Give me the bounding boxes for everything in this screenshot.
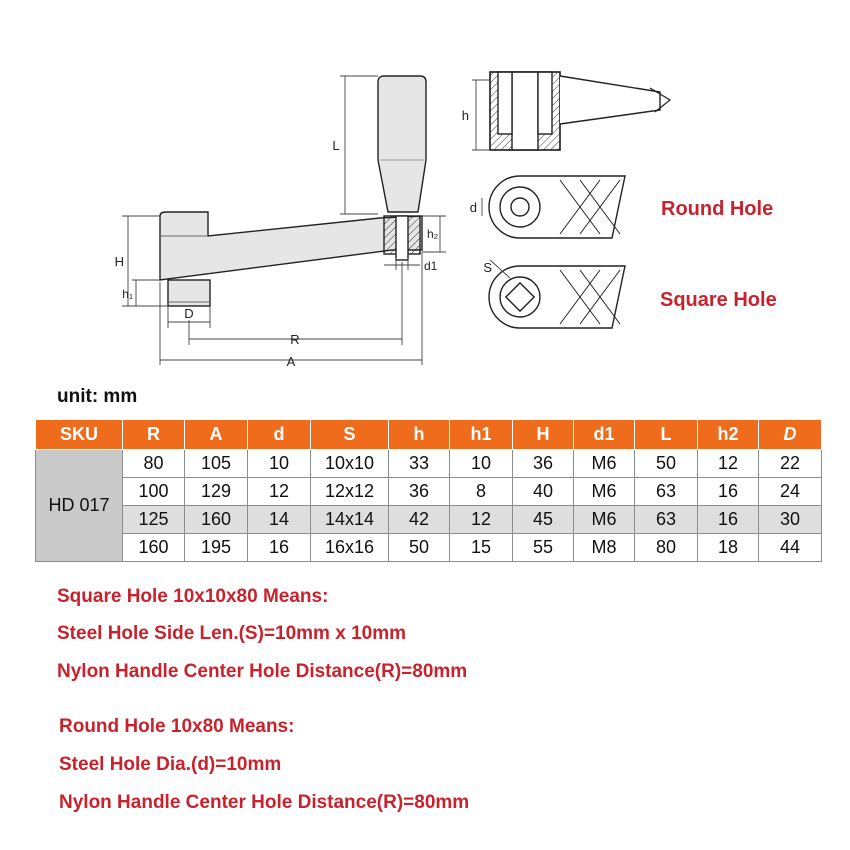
table-cell: 16	[698, 478, 759, 506]
dim-label-d: d	[469, 200, 477, 215]
table-cell: 16x16	[311, 534, 389, 562]
table-cell: 12	[248, 478, 311, 506]
square-hole-view	[489, 260, 625, 328]
sku-cell: HD 017	[36, 450, 123, 562]
table-cell: 105	[185, 450, 248, 478]
table-cell: M6	[574, 506, 635, 534]
dim-label-D: D	[184, 306, 194, 321]
table-cell: 10x10	[311, 450, 389, 478]
table-cell: 36	[513, 450, 574, 478]
table-cell: 129	[185, 478, 248, 506]
table-row	[36, 478, 822, 506]
dim-label-L: L	[332, 138, 340, 153]
table-cell: 44	[759, 534, 822, 562]
col-header-big-h: H	[513, 420, 574, 450]
dim-label-H: H	[114, 254, 124, 269]
table-cell: 12x12	[311, 478, 389, 506]
table-cell: 22	[759, 450, 822, 478]
table-cell: 45	[513, 506, 574, 534]
table-row	[36, 534, 822, 562]
table-cell: 8	[450, 478, 513, 506]
table-cell: 14x14	[311, 506, 389, 534]
table-cell: 40	[513, 478, 574, 506]
table-cell: 80	[635, 534, 698, 562]
dim-label-d1: d1	[424, 259, 438, 273]
table-cell: 33	[389, 450, 450, 478]
table-cell: 10	[450, 450, 513, 478]
table-cell: 100	[123, 478, 185, 506]
table-cell: M6	[574, 478, 635, 506]
square-hole-note-line2: Nylon Handle Center Hole Distance(R)=80mm	[57, 661, 468, 682]
table-cell: 30	[759, 506, 822, 534]
table-row	[36, 450, 822, 478]
dim-label-h2: h₂	[427, 227, 439, 241]
dim-label-A: A	[286, 354, 296, 369]
table-cell: 42	[389, 506, 450, 534]
table-cell: 15	[450, 534, 513, 562]
square-hole-label: Square Hole	[660, 289, 777, 311]
table-cell: 55	[513, 534, 574, 562]
col-header-sku: SKU	[36, 420, 123, 450]
table-row	[36, 506, 822, 534]
col-header-r: R	[123, 420, 185, 450]
unit-label: unit: mm	[57, 386, 138, 407]
table-cell: 80	[123, 450, 185, 478]
square-hole-note-line1: Steel Hole Side Len.(S)=10mm x 10mm	[57, 623, 406, 644]
round-hole-note-line2: Nylon Handle Center Hole Distance(R)=80mm	[59, 792, 470, 813]
col-header-s: S	[311, 420, 389, 450]
crank-arm	[160, 212, 422, 280]
col-header-a: A	[185, 420, 248, 450]
round-hole-note-line1: Steel Hole Dia.(d)=10mm	[59, 754, 282, 775]
col-header-big-d: D	[759, 420, 822, 450]
dim-label-S: S	[483, 260, 492, 275]
table-cell: 18	[698, 534, 759, 562]
table-cell: 63	[635, 478, 698, 506]
col-header-d1: d1	[574, 420, 635, 450]
dim-label-h: h	[461, 108, 469, 123]
table-cell: M8	[574, 534, 635, 562]
table-cell: 50	[389, 534, 450, 562]
table-cell: 14	[248, 506, 311, 534]
table-cell: M6	[574, 450, 635, 478]
square-hole-note-title: Square Hole 10x10x80 Means:	[57, 586, 329, 607]
spec-table	[35, 419, 822, 562]
col-header-h2: h2	[698, 420, 759, 450]
table-cell: 160	[123, 534, 185, 562]
table-cell: 125	[123, 506, 185, 534]
side-view	[160, 76, 426, 306]
col-header-h: h	[389, 420, 450, 450]
table-cell: 160	[185, 506, 248, 534]
round-hole-view	[482, 176, 625, 238]
col-header-l: L	[635, 420, 698, 450]
technical-drawing	[0, 0, 850, 380]
table-cell: 12	[450, 506, 513, 534]
table-cell: 16	[698, 506, 759, 534]
handle-grip	[378, 76, 426, 212]
round-hole-label: Round Hole	[661, 198, 774, 220]
table-cell: 50	[635, 450, 698, 478]
table-cell: 63	[635, 506, 698, 534]
col-header-h1: h1	[450, 420, 513, 450]
table-cell: 195	[185, 534, 248, 562]
table-header-row	[36, 420, 822, 450]
table-cell: 36	[389, 478, 450, 506]
col-header-d: d	[248, 420, 311, 450]
round-hole-note-title: Round Hole 10x80 Means:	[59, 716, 295, 737]
table-cell: 10	[248, 450, 311, 478]
table-cell: 12	[698, 450, 759, 478]
table-cell: 24	[759, 478, 822, 506]
hub-section-view	[472, 72, 670, 150]
dim-label-R: R	[290, 332, 300, 347]
table-cell: 16	[248, 534, 311, 562]
dim-label-h1: h₁	[122, 287, 133, 301]
